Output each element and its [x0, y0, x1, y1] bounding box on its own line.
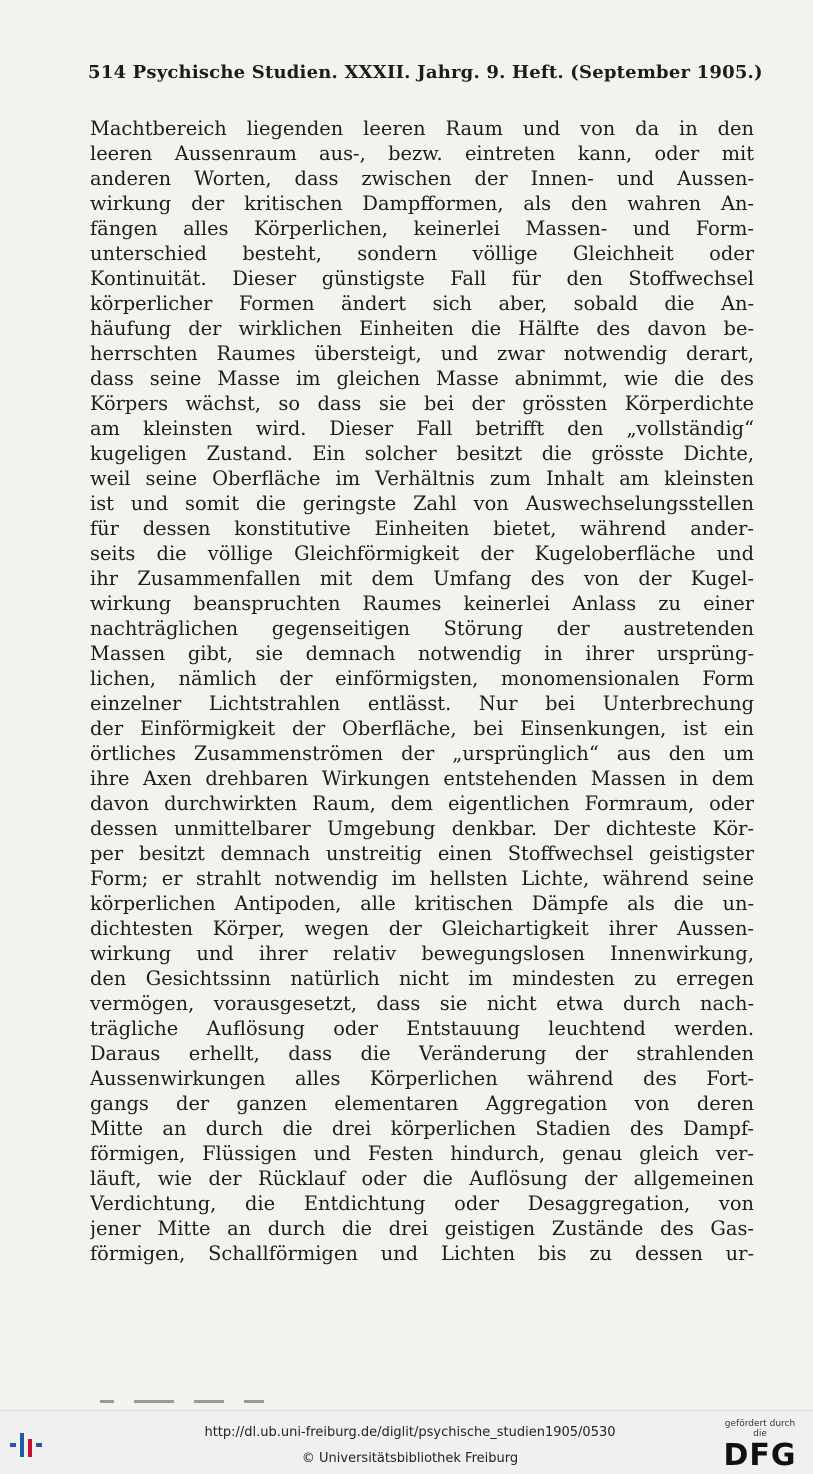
text-line: ist und somit die geringste Zahl von Auswechselungsstellen [90, 492, 754, 515]
text-line: körperlicher Formen ändert sich aber, sobald die An- [90, 292, 754, 315]
text-line: dessen unmittelbarer Umgebung denkbar. Der dichteste Kör- [90, 817, 754, 840]
text-line: dass seine Masse im gleichen Masse abnimmt, wie die des [90, 367, 754, 390]
text-line: Massen gibt, sie demnach notwendig in ihrer ursprüng- [90, 642, 754, 665]
text-line: Form; er strahlt notwendig im hellsten Lichte, während seine [90, 867, 754, 890]
text-line: örtliches Zusammenströmen der „ursprünglich“ aus den um [90, 742, 754, 765]
copyright-notice: © Universitätsbibliothek Freiburg [301, 1451, 519, 1466]
text-line: lichen, nämlich der einförmigsten, monomensionalen Form [90, 667, 754, 690]
footnote-rule [100, 1400, 400, 1410]
text-line: per besitzt demnach unstreitig einen Stoffwechsel geistigster [90, 842, 754, 865]
dl-logo-icon [8, 1429, 52, 1461]
text-line: nachträglichen gegenseitigen Störung der austretenden [90, 617, 754, 640]
text-line: trägliche Auflösung oder Entstauung leuchtend werden. [90, 1017, 754, 1040]
text-line: am kleinsten wird. Dieser Fall betrifft den „vollständig“ [90, 417, 754, 440]
body-text [90, 116, 754, 1266]
text-line: Verdichtung, die Entdichtung oder Desaggregation, von [90, 1192, 754, 1215]
text-line: dichtesten Körper, wegen der Gleichartigkeit ihrer Aussen- [90, 917, 754, 940]
running-header: 514 Psychische Studien. XXXII. Jahrg. 9. Heft. (September 1905.) [88, 62, 763, 83]
text-line: unterschied besteht, sondern völlige Gleichheit oder [90, 242, 754, 265]
text-line: den Gesichtssinn natürlich nicht im mindesten zu erregen [90, 967, 754, 990]
text-line: läuft, wie der Rücklauf oder die Auflösung der allgemeinen [90, 1167, 754, 1190]
text-line: wirkung beanspruchten Raumes keinerlei Anlass zu einer [90, 592, 754, 615]
text-line: jener Mitte an durch die drei geistigen Zustände des Gas- [90, 1217, 754, 1240]
text-line: Machtbereich liegenden leeren Raum und von da in den [90, 117, 754, 140]
text-line: seits die völlige Gleichförmigkeit der Kugeloberfläche und [90, 542, 754, 565]
text-line: für dessen konstitutive Einheiten bietet, während ander- [90, 517, 754, 540]
text-line: leeren Aussenraum aus-, bezw. eintreten kann, oder mit [90, 142, 754, 165]
text-line: ihr Zusammenfallen mit dem Umfang des von der Kugel- [90, 567, 754, 590]
dfg-caption: gefördert durch die [724, 1419, 796, 1439]
text-line: ihre Axen drehbaren Wirkungen entstehenden Massen in dem [90, 767, 754, 790]
text-line: fängen alles Körperlichen, keinerlei Massen- und Form- [90, 217, 754, 240]
text-line: der Einförmigkeit der Oberfläche, bei Einsenkungen, ist ein [90, 717, 754, 740]
text-line: einzelner Lichtstrahlen entlässt. Nur bei Unterbrechung [90, 692, 754, 715]
text-line: körperlichen Antipoden, alle kritischen Dämpfe als die un- [90, 892, 754, 915]
text-line: Daraus erhellt, dass die Veränderung der strahlenden [90, 1042, 754, 1065]
text-line: förmigen, Schallförmigen und Lichten bis zu dessen ur- [90, 1242, 754, 1265]
text-line: vermögen, vorausgesetzt, dass sie nicht etwa durch nach- [90, 992, 754, 1015]
text-line: gangs der ganzen elementaren Aggregation von deren [90, 1092, 754, 1115]
text-line: kugeligen Zustand. Ein solcher besitzt die grösste Dichte, [90, 442, 754, 465]
text-line: förmigen, Flüssigen und Festen hindurch, genau gleich ver- [90, 1142, 754, 1165]
text-line: Aussenwirkungen alles Körperlichen während des Fort- [90, 1067, 754, 1090]
text-line: wirkung und ihrer relativ bewegungslosen Innenwirkung, [90, 942, 754, 965]
text-line: weil seine Oberfläche im Verhältnis zum Inhalt am kleinsten [90, 467, 754, 490]
text-line: häufung der wirklichen Einheiten die Hälfte des davon be- [90, 317, 754, 340]
text-line: Kontinuität. Dieser günstigste Fall für den Stoffwechsel [90, 267, 754, 290]
text-line: davon durchwirkten Raum, dem eigentlichen Formraum, oder [90, 792, 754, 815]
dfg-logo-text: DFG [723, 1438, 797, 1473]
dfg-logo [717, 1419, 803, 1473]
text-line: Mitte an durch die drei körperlichen Stadien des Dampf- [90, 1117, 754, 1140]
text-line: Körpers wächst, so dass sie bei der grössten Körperdichte [90, 392, 754, 415]
permalink-link[interactable]: http://dl.ub.uni-freiburg.de/diglit/psychische_studien1905/0530 [204, 1425, 616, 1440]
viewer-footer [0, 1410, 813, 1474]
text-line: anderen Worten, dass zwischen der Innen- und Aussen- [90, 167, 754, 190]
text-line: wirkung der kritischen Dampfformen, als den wahren An- [90, 192, 754, 215]
text-line: herrschten Raumes übersteigt, und zwar notwendig derart, [90, 342, 754, 365]
